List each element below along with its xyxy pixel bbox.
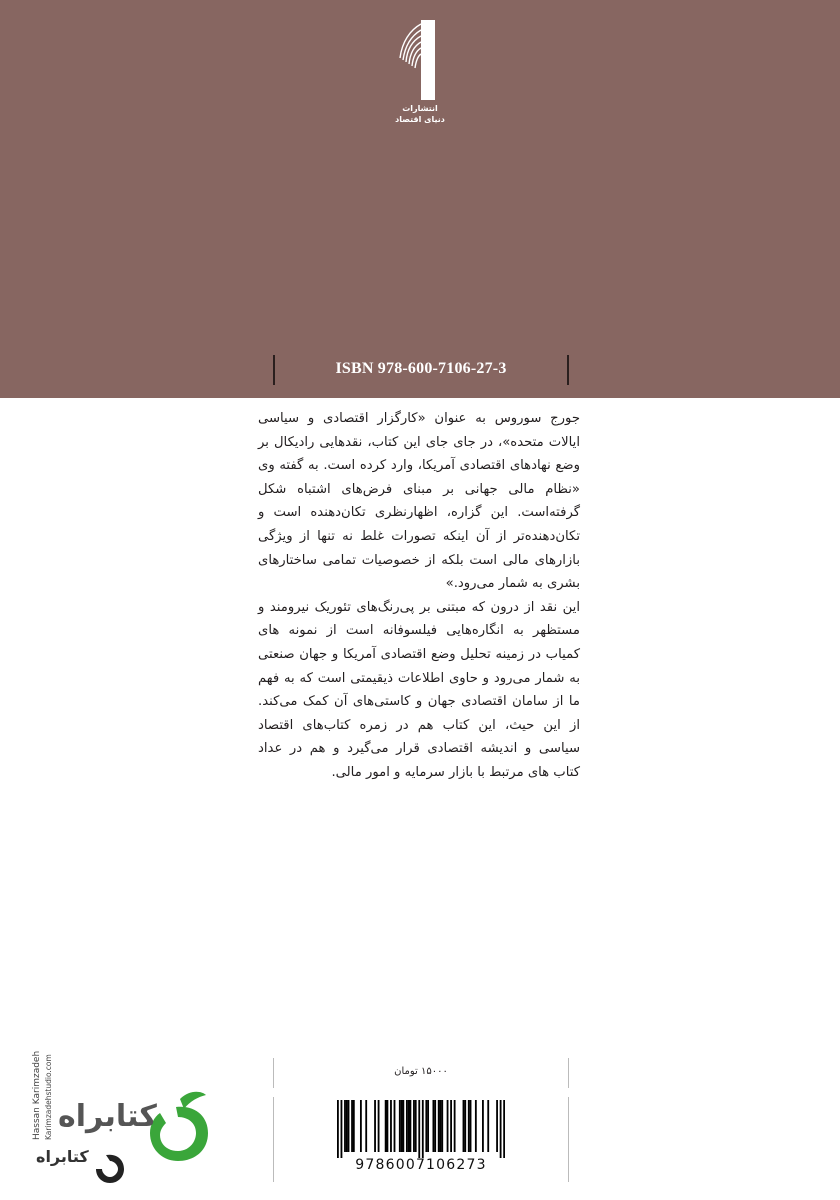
barcode-bar [418,1100,420,1158]
barcode-bar [434,1100,436,1152]
barcode-bar [432,1100,434,1152]
barcode-bar [463,1100,465,1152]
barcode-bar [337,1100,339,1158]
barcode-bar [468,1100,470,1152]
cover-top-band [0,0,840,398]
barcode-bar [406,1100,408,1152]
publisher-logo [380,10,460,130]
price-divider-right [568,1058,569,1088]
barcode-bar [425,1100,427,1152]
barcode-bar [401,1100,403,1152]
isbn-row [273,355,569,385]
barcode-area [273,1097,569,1182]
barcode-bar [438,1100,440,1152]
back-cover-blurb [258,407,580,785]
barcode-bar [427,1100,429,1152]
barcode-bar [464,1100,466,1152]
barcode-bar [351,1100,353,1152]
publisher-name-line1: انتشارات [402,104,438,113]
barcode-bar [422,1100,424,1158]
isbn-text: ISBN 978-600-7106-27-3 [335,360,507,377]
watermark-brand-small: کتابراه [36,1147,89,1166]
barcode-divider-left [273,1097,274,1182]
price-row [273,1058,569,1088]
barcode-bar [399,1100,401,1152]
price-text: ۱۵۰۰۰ تومان [394,1066,448,1077]
designer-website: Karimzadehstudio.com [44,1054,53,1140]
barcode-bar [487,1100,489,1152]
barcode-bar [378,1100,380,1152]
designer-name: Hassan Karimzadeh [32,1050,42,1140]
barcode-bar [402,1100,404,1152]
barcode-bar [344,1100,346,1152]
blurb-paragraph-2: این نقد از درون که مبتنی بر پی‌رنگ‌های تئوریک نیرومند و مستظهر به انگاره‌هایی فیلسوفانه است از نمونه های کمیاب در زمینه تحلیل وضع اقتصادی آمریکا و جهان صنعتی به شمار می‌رود و حاوی اطلاعات ذیقیمتی است که به فهم ما از سامان اقتصادی جهان و کاستی‌های آن کمک می‌کند. از این حیث، این کتاب هم در زمره کتاب‌های اقتصاد سیاسی و اندیشه اقتصادی قرار می‌گیرد و هم در عداد کتاب های مرتبط با بازار سرمایه و امور مالی. [258,599,580,780]
blurb-paragraph-1: جورج سوروس به عنوان «کارگزار اقتصادی و سیاسی ایالات متحده»، در جای جای این کتاب، نقدهایی رادیکال بر وضع نهادهای اقتصادی آمریکا، وارد کرده است. به گفته وی «نظام مالی جهانی بر مبنای فرض‌های اشتباه شکل گرفته‌است. این گزاره، اظهارنظری تکان‌دهنده است و تکان‌دهنده‌تر از آن اینکه تصورات غلط نه تنها از ویژگی بازارهای مالی است بلکه از خصوصیات تمامی ساختارهای بشری به شمار می‌رود.» [258,411,580,592]
ketabrah-watermark [26,1085,216,1185]
barcode-bar [503,1100,505,1158]
barcode-bar [413,1100,415,1152]
isbn-barcode [337,1100,505,1158]
barcode-bar [496,1100,498,1152]
watermark-brand-large: کتابراه [58,1099,157,1134]
publisher-name-line2: دنیای اقتصاد [395,115,445,124]
barcode-bar [447,1100,449,1152]
barcode-bar [348,1100,350,1152]
barcode-bar [353,1100,355,1152]
barcode-bar [470,1100,472,1152]
barcode-divider-right [568,1097,569,1182]
isbn-divider-right [567,355,569,385]
barcode-bar [450,1100,452,1152]
book-pages-icon [380,10,460,100]
barcode-bar [440,1100,442,1152]
barcode-bar [390,1100,392,1152]
barcode-bar [341,1100,343,1158]
barcode-bar [408,1100,410,1152]
barcode-bar [500,1100,502,1158]
barcode-bar [410,1100,412,1152]
barcode-bar [454,1100,456,1152]
barcode-bar [394,1100,396,1152]
barcode-bar [360,1100,362,1152]
barcode-bar [374,1100,376,1152]
barcode-bar [482,1100,484,1152]
barcode-bar [365,1100,367,1152]
barcode-bar [475,1100,477,1152]
barcode-bar [385,1100,387,1152]
barcode-bar [346,1100,348,1152]
barcode-bar [415,1100,417,1152]
barcode-bar [387,1100,389,1152]
barcode-number: 9786007106273 [355,1157,487,1173]
barcode-bar [441,1100,443,1152]
